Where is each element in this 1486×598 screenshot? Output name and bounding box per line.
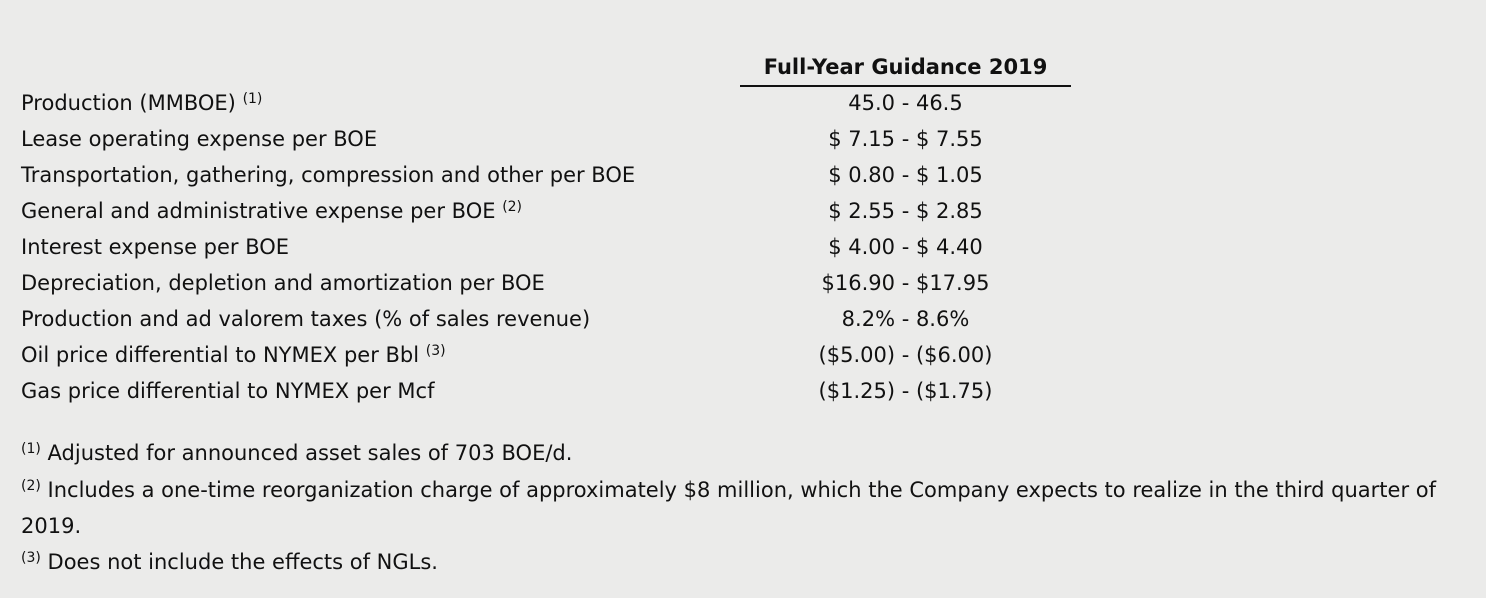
row-value: $ 4.00 - $ 4.40 [828, 235, 983, 259]
table-row [21, 337, 1121, 373]
row-label [21, 337, 446, 373]
row-label-text: General and administrative expense per BOE [21, 199, 496, 223]
row-label [21, 301, 590, 337]
table-row [21, 301, 1121, 337]
row-value: 8.2% - 8.6% [841, 307, 970, 331]
row-label [21, 157, 635, 193]
row-value: $16.90 - $17.95 [821, 271, 990, 295]
footnote-text: Does not include the effects of NGLs. [47, 550, 438, 574]
row-value: 45.0 - 46.5 [848, 91, 963, 115]
table-row [21, 85, 1121, 121]
row-label [21, 229, 289, 265]
row-value: $ 2.55 - $ 2.85 [828, 199, 983, 223]
row-label-text: Oil price differential to NYMEX per Bbl [21, 343, 420, 367]
footnote-mark: (3) [21, 550, 41, 566]
column-header: Full-Year Guidance 2019 [740, 54, 1071, 87]
footnote [21, 544, 1471, 580]
row-label [21, 85, 262, 121]
footnote [21, 472, 1471, 544]
footnote-text: Includes a one-time reorganization charge of approximately $8 million, which the Company expects to realize in the third quarter of 2019. [21, 478, 1437, 538]
footnote-ref: (1) [242, 91, 263, 107]
row-label-text: Transportation, gathering, compression and other per BOE [21, 163, 636, 187]
footnote-ref: (3) [425, 343, 446, 359]
row-label-text: Gas price differential to NYMEX per Mcf [21, 379, 435, 403]
footnote-ref: (2) [502, 199, 523, 215]
row-value: $ 7.15 - $ 7.55 [828, 127, 983, 151]
footnote-mark: (1) [21, 441, 41, 457]
table-row [21, 157, 1121, 193]
row-value: ($5.00) - ($6.00) [818, 343, 993, 367]
row-label-text: Production and ad valorem taxes (% of sales revenue) [21, 307, 591, 331]
table-row [21, 193, 1121, 229]
row-label [21, 121, 377, 157]
table-row [21, 229, 1121, 265]
row-label [21, 373, 434, 409]
row-label-text: Production (MMBOE) [21, 91, 236, 115]
footnote-mark: (2) [21, 478, 41, 494]
row-label-text: Interest expense per BOE [21, 235, 290, 259]
footnote-text: Adjusted for announced asset sales of 703 BOE/d. [47, 441, 573, 465]
row-value: $ 0.80 - $ 1.05 [828, 163, 983, 187]
table-row [21, 265, 1121, 301]
footnote [21, 435, 1471, 471]
row-label [21, 193, 522, 229]
table-row [21, 373, 1121, 409]
row-label-text: Depreciation, depletion and amortization per BOE [21, 271, 545, 295]
row-label [21, 265, 545, 301]
table-row [21, 121, 1121, 157]
row-label-text: Lease operating expense per BOE [21, 127, 378, 151]
row-value: ($1.25) - ($1.75) [818, 379, 993, 403]
